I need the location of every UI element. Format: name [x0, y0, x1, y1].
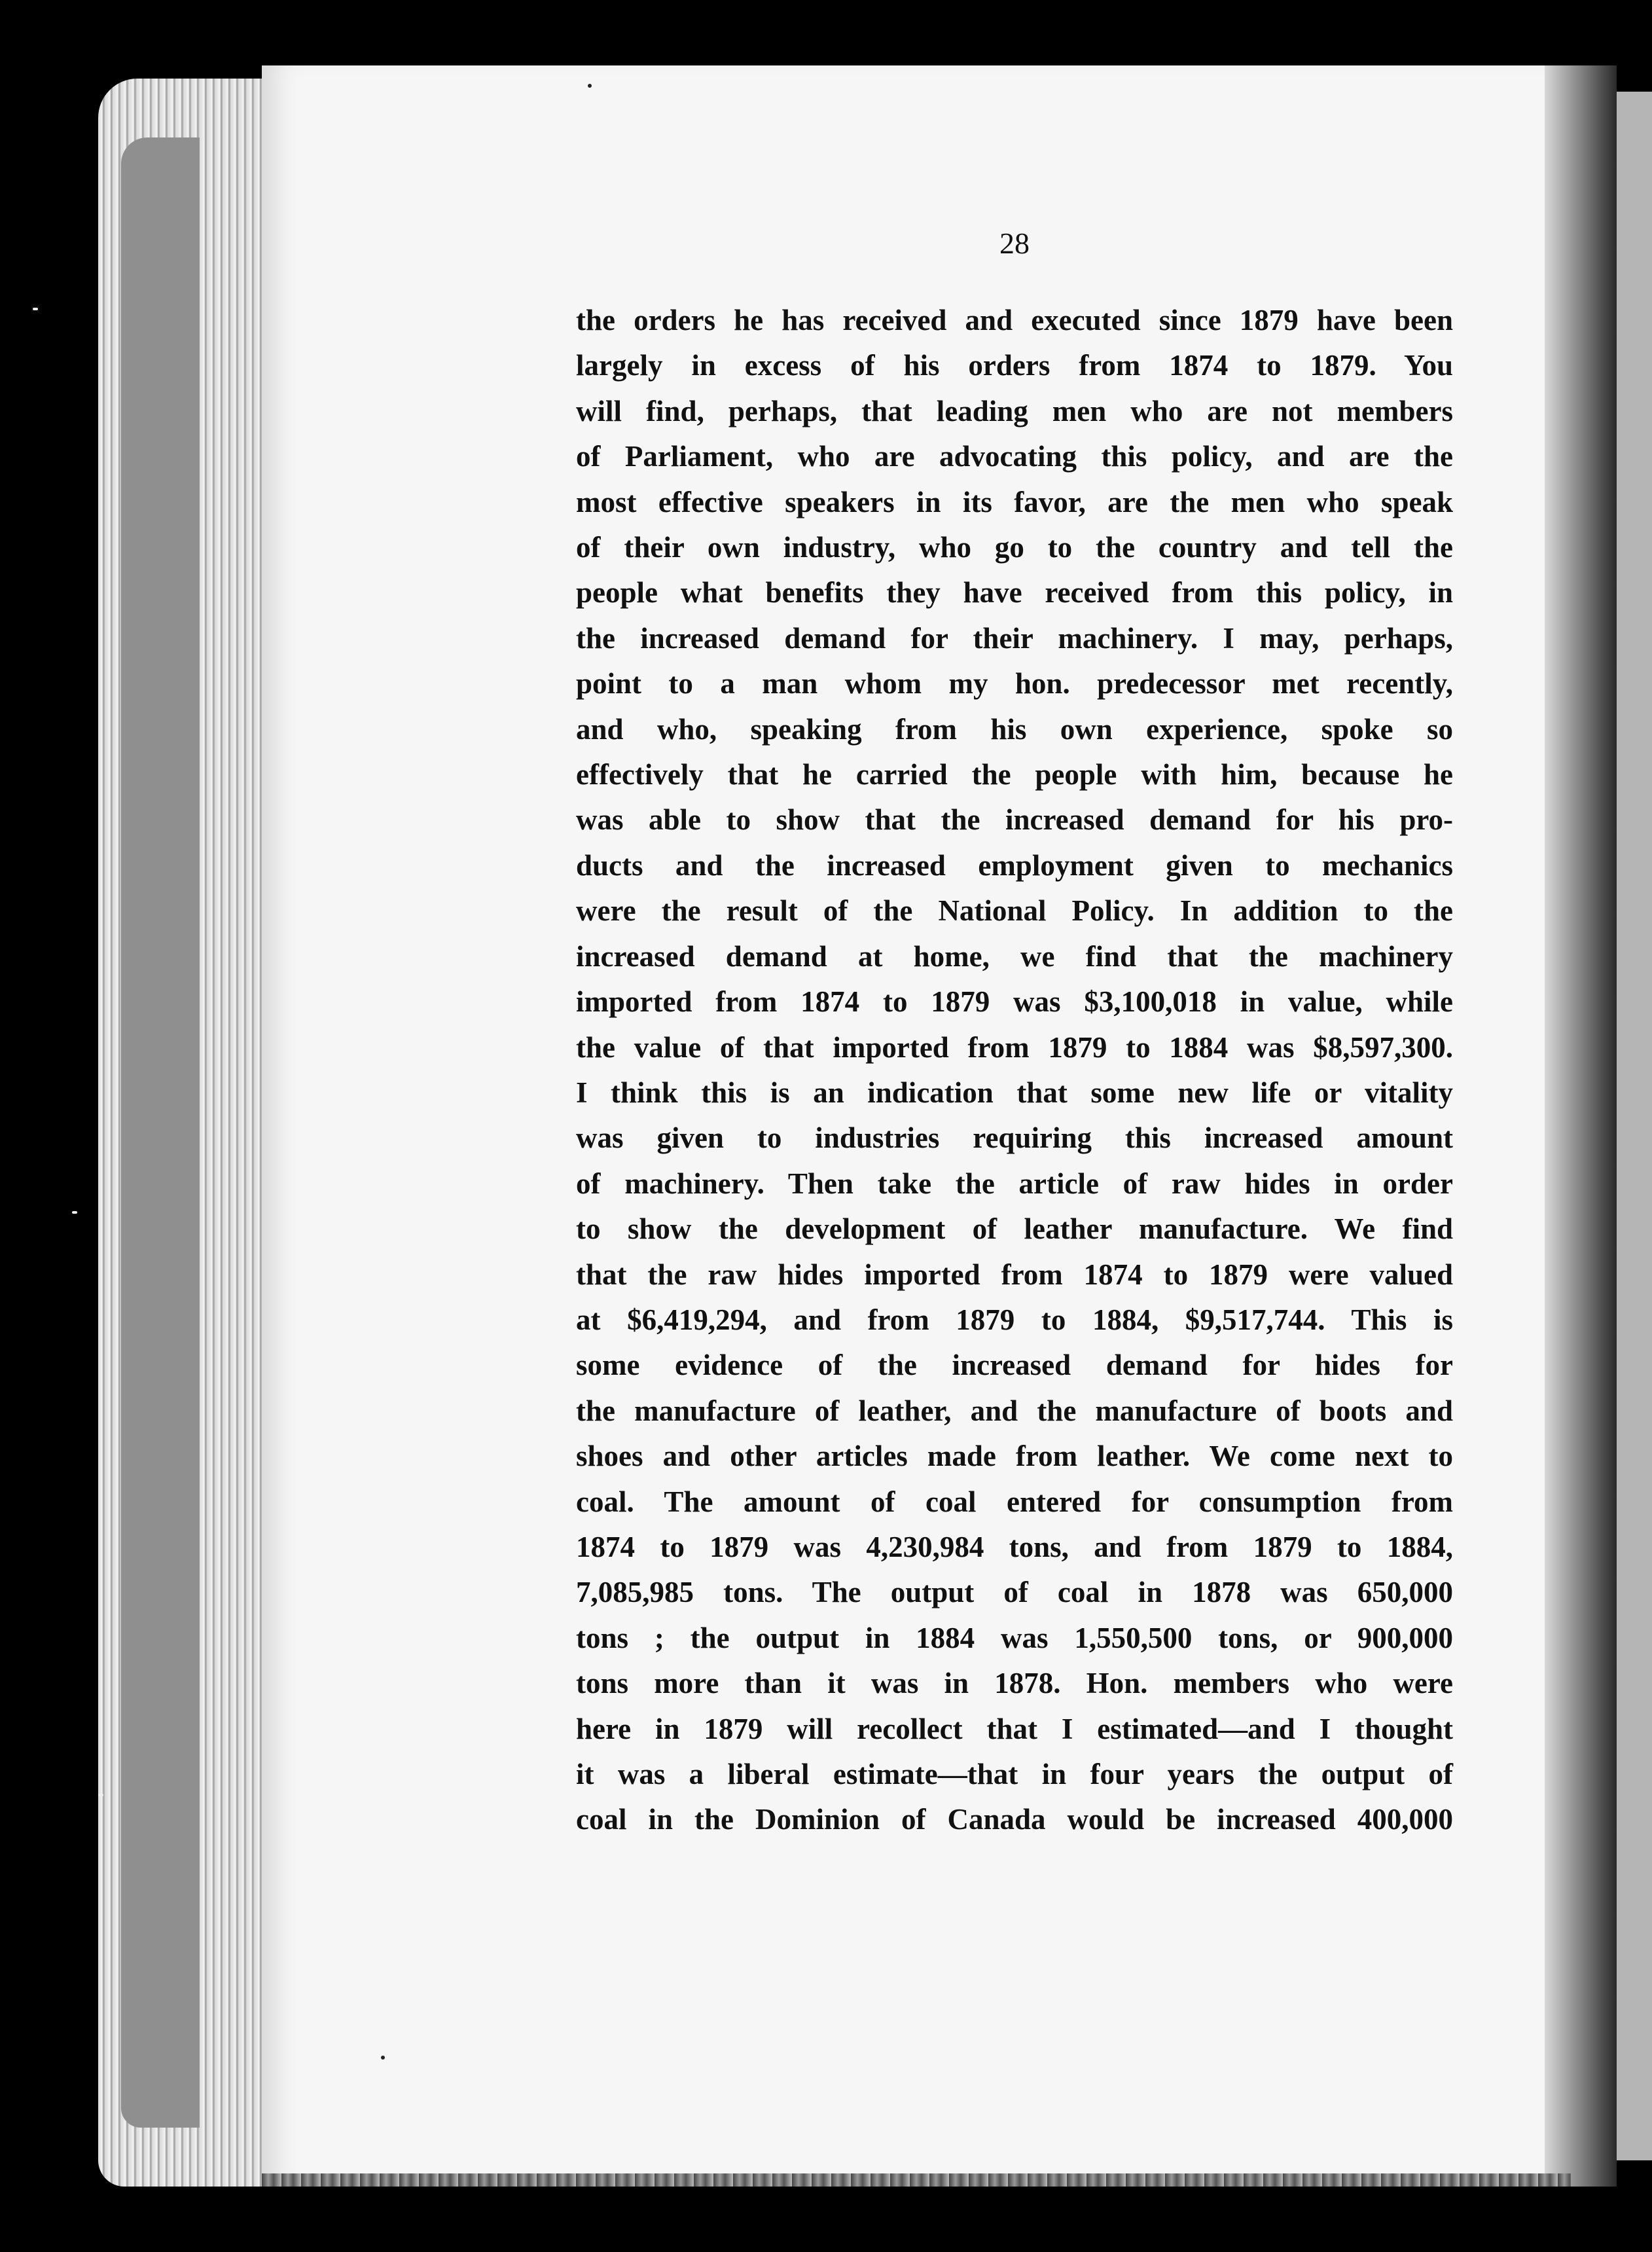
text-line: 7,085,985 tons. The output of coal in 1878 was 650,000 [576, 1576, 1453, 1609]
text-line: were the result of the National Policy. In addition to the [576, 894, 1453, 928]
text-line: people what benefits they have received from this policy, in [576, 576, 1453, 609]
text-line: it was a liberal estimate—that in four years the output of [576, 1758, 1453, 1790]
text-line: imported from 1874 to 1879 was $3,100,018 in value, while [576, 985, 1453, 1019]
text-line: coal. The amount of coal entered for consumption from [576, 1485, 1453, 1518]
text-line: 1874 to 1879 was 4,230,984 tons, and from 1879 to 1884, [576, 1530, 1453, 1563]
text-line: effectively that he carried the people with him, because he [576, 758, 1453, 791]
body-text [576, 298, 1453, 1843]
text-line: at $6,419,294, and from 1879 to 1884, $9,517,744. This is [576, 1303, 1453, 1336]
text-line: some evidence of the increased demand for hides for [576, 1349, 1453, 1382]
text-line: that the raw hides imported from 1874 to 1879 were valued [576, 1258, 1453, 1291]
page-number: 28 [999, 227, 1030, 260]
text-line: ducts and the increased employment given to mechanics [576, 848, 1453, 882]
scan-speck [72, 1211, 77, 1214]
text-line: of machinery. Then take the article of raw hides in order [576, 1167, 1453, 1200]
text-line: increased demand at home, we find that the machinery [576, 939, 1453, 973]
page-bottom-edge [262, 2173, 1571, 2187]
text-line: tons more than it was in 1878. Hon. members who were [576, 1667, 1453, 1700]
text-line: here in 1879 will recollect that I estimated—and I thought [576, 1712, 1453, 1745]
text-line: the value of that imported from 1879 to 1884 was $8,597,300. [576, 1030, 1453, 1064]
scan-speck [98, 1794, 103, 1796]
text-line: was given to industries requiring this increased amount [576, 1121, 1453, 1155]
text-line: most effective speakers in its favor, are the men who speak [576, 485, 1453, 518]
text-line: I think this is an indication that some new life or vitality [576, 1076, 1453, 1109]
text-line: the orders he has received and executed since 1879 have been [576, 304, 1453, 336]
text-line: point to a man whom my hon. predecessor met recently, [576, 667, 1453, 700]
text-line: the increased demand for their machinery. I may, perhaps, [576, 621, 1453, 655]
text-line: of Parliament, who are advocating this policy, and are the [576, 440, 1453, 473]
text-line: and who, speaking from his own experience, spoke so [576, 712, 1453, 746]
facing-page-edge [1617, 92, 1652, 2160]
text-line: will find, perhaps, that leading men who are not members [576, 394, 1453, 427]
scan-speck [381, 2056, 385, 2060]
text-line: tons ; the output in 1884 was 1,550,500 tons, or 900,000 [576, 1621, 1453, 1654]
text-line: shoes and other articles made from leather. We come next to [576, 1440, 1453, 1473]
text-line: was able to show that the increased demand for his pro- [576, 803, 1453, 837]
text-line: largely in excess of his orders from 1874 to 1879. You [576, 349, 1453, 382]
scan-speck [588, 84, 592, 88]
text-line: the manufacture of leather, and the manufacture of boots and [576, 1394, 1453, 1427]
text-line: coal in the Dominion of Canada would be increased 400,000 [576, 1803, 1453, 1836]
text-line: of their own industry, who go to the country and tell the [576, 531, 1453, 564]
gutter-shadow [1545, 65, 1617, 2187]
cover-edge [121, 137, 200, 2128]
scan-speck [33, 308, 38, 310]
text-line: to show the development of leather manufacture. We find [576, 1212, 1453, 1246]
